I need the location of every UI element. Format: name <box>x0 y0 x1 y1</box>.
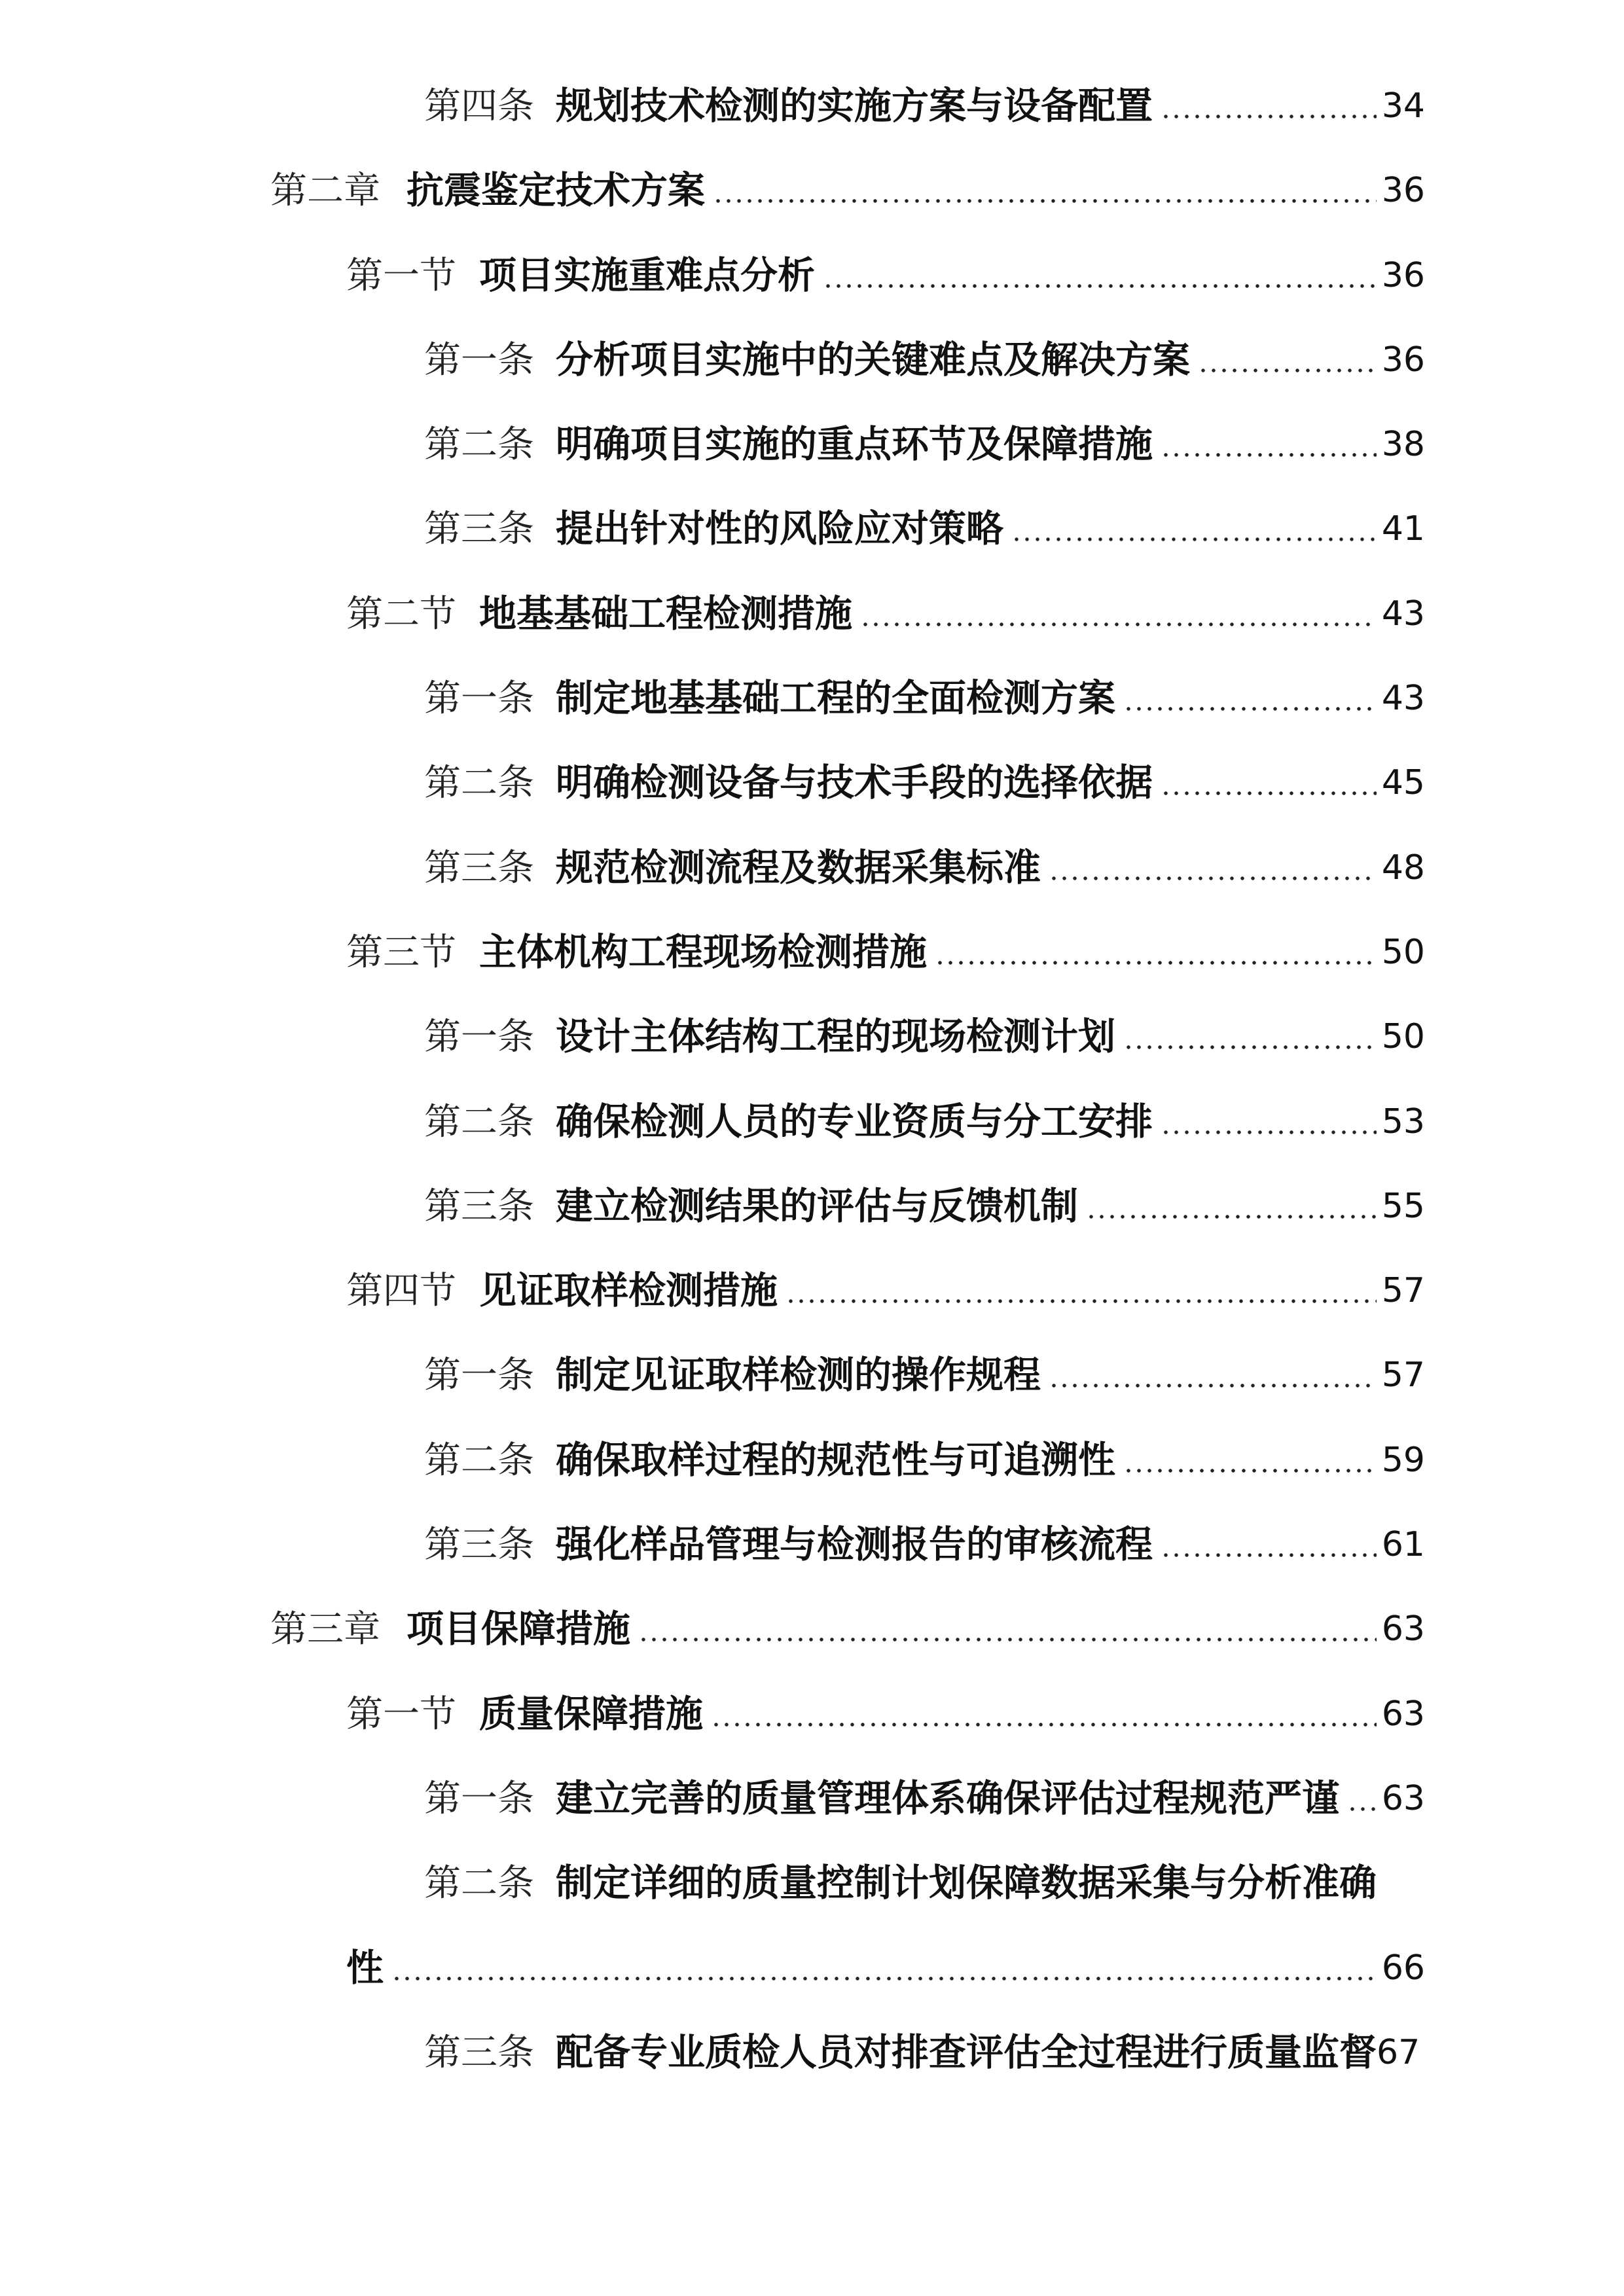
dot-leader <box>1161 403 1377 487</box>
toc-entry-page: 50 <box>1381 932 1425 972</box>
dot-leader <box>785 1249 1377 1333</box>
dot-leader <box>823 234 1377 318</box>
toc-chapter <box>0 1587 1425 1672</box>
dot-leader <box>1161 741 1377 825</box>
toc-entry-label: 第三节 <box>346 931 456 974</box>
toc-entry-page: 38 <box>1381 425 1425 465</box>
toc-entry-label: 第一条 <box>424 1354 534 1397</box>
toc-entry-title: 分析项目实施中的关键难点及解决方案 <box>556 338 1190 382</box>
toc-entry-title: 地基基础工程检测措施 <box>479 592 852 636</box>
toc-entry-page: 63 <box>1381 1609 1425 1649</box>
toc-entry-title: 配备专业质检人员对排查评估全过程进行质量监督 <box>556 2030 1377 2074</box>
toc-article <box>0 318 1425 403</box>
toc-entry-label: 第二条 <box>424 1862 534 1905</box>
toc-entry-title-continuation: 性 <box>346 1946 384 1990</box>
toc-article <box>0 2011 1425 2095</box>
dot-leader <box>1198 318 1377 403</box>
toc-entry-page: 36 <box>1381 255 1425 295</box>
toc-entry-title: 制定地基基础工程的全面检测方案 <box>556 677 1115 721</box>
toc-entry-title: 提出针对性的风险应对策略 <box>556 507 1003 551</box>
toc-entry-label: 第三条 <box>424 1524 534 1567</box>
toc-entry-label: 第二条 <box>424 1100 534 1143</box>
toc-entry-page: 41 <box>1381 509 1425 549</box>
toc-entry-label: 第四节 <box>346 1270 456 1313</box>
toc-entry-page: 48 <box>1381 848 1425 888</box>
toc-entry-title: 制定详细的质量控制计划保障数据采集与分析准确 <box>556 1861 1377 1905</box>
toc-entry-page: 36 <box>1381 171 1425 211</box>
toc-entry-label: 第三条 <box>424 508 534 551</box>
toc-article <box>0 487 1425 571</box>
toc-section <box>0 572 1425 656</box>
toc-entry-page: 59 <box>1381 1440 1425 1480</box>
toc-entry-page: 66 <box>1381 1948 1425 1988</box>
toc-entry-page: 53 <box>1381 1102 1425 1141</box>
toc-article <box>0 64 1425 149</box>
toc-entry-label: 第四条 <box>424 85 534 128</box>
dot-leader <box>1086 1164 1377 1249</box>
toc-entry-title: 建立完善的质量管理体系确保评估过程规范严谨 <box>556 1776 1339 1820</box>
toc-chapter <box>0 149 1425 233</box>
toc-entry-page: 55 <box>1381 1186 1425 1226</box>
table-of-contents <box>0 64 1425 2095</box>
toc-entry-page: 36 <box>1381 340 1425 380</box>
toc-article-continuation <box>0 1926 1425 2011</box>
toc-entry-label: 第三条 <box>424 1185 534 1228</box>
toc-entry-label: 第二条 <box>424 423 534 467</box>
dot-leader <box>1123 1418 1377 1503</box>
toc-entry-page: 57 <box>1381 1355 1425 1395</box>
toc-entry-page: 45 <box>1381 763 1425 803</box>
toc-entry-label: 第二条 <box>424 1439 534 1482</box>
toc-entry-title: 确保取样过程的规范性与可追溯性 <box>556 1438 1115 1482</box>
toc-entry-page: 34 <box>1381 86 1425 126</box>
dot-leader <box>713 149 1377 233</box>
toc-entry-title: 质量保障措施 <box>479 1692 703 1736</box>
toc-article <box>0 1418 1425 1503</box>
toc-entry-label: 第三条 <box>424 2031 534 2074</box>
dot-leader <box>935 910 1377 995</box>
toc-article <box>0 656 1425 741</box>
toc-entry-title: 确保检测人员的专业资质与分工安排 <box>556 1100 1153 1143</box>
dot-leader <box>1049 1333 1377 1418</box>
toc-article <box>0 403 1425 487</box>
toc-entry-title: 抗震鉴定技术方案 <box>406 169 705 213</box>
toc-entry-page: 63 <box>1381 1778 1425 1818</box>
toc-article <box>0 995 1425 1079</box>
toc-entry-title: 建立检测结果的评估与反馈机制 <box>556 1184 1078 1228</box>
toc-article <box>0 1841 1425 1926</box>
toc-entry-title: 明确检测设备与技术手段的选择依据 <box>556 761 1153 805</box>
toc-entry-page: 43 <box>1381 679 1425 719</box>
toc-section <box>0 910 1425 995</box>
toc-section <box>0 1672 1425 1757</box>
toc-entry-title: 明确项目实施的重点环节及保障措施 <box>556 423 1153 467</box>
toc-entry-label: 第二节 <box>346 592 456 636</box>
toc-section <box>0 234 1425 318</box>
toc-entry-label: 第二条 <box>424 762 534 805</box>
toc-article <box>0 1503 1425 1587</box>
toc-entry-page: 43 <box>1381 594 1425 634</box>
toc-entry-title: 项目实施重难点分析 <box>479 253 815 297</box>
toc-entry-title: 制定见证取样检测的操作规程 <box>556 1354 1041 1397</box>
dot-leader <box>1161 64 1377 149</box>
dot-leader <box>391 1926 1377 2011</box>
toc-entry-label: 第一节 <box>346 1693 456 1736</box>
dot-leader <box>1011 487 1377 571</box>
toc-entry-label: 第一条 <box>424 1777 534 1820</box>
toc-entry-title: 项目保障措施 <box>406 1607 630 1651</box>
toc-entry-page: 61 <box>1381 1525 1425 1565</box>
dot-leader <box>1049 826 1377 910</box>
dot-leader <box>638 1587 1377 1672</box>
toc-entry-label: 第三条 <box>424 846 534 889</box>
toc-entry-title: 见证取样检测措施 <box>479 1269 778 1313</box>
toc-article <box>0 1080 1425 1164</box>
dot-leader <box>1347 1757 1377 1841</box>
toc-entry-title: 规范检测流程及数据采集标准 <box>556 846 1041 889</box>
toc-entry-label: 第二章 <box>270 170 380 213</box>
toc-entry-label: 第三章 <box>270 1608 380 1651</box>
toc-entry-title: 设计主体结构工程的现场检测计划 <box>556 1015 1115 1059</box>
dot-leader <box>1161 1080 1377 1164</box>
dot-leader <box>860 572 1377 656</box>
dot-leader <box>711 1672 1377 1757</box>
toc-article <box>0 1333 1425 1418</box>
toc-entry-title: 强化样品管理与检测报告的审核流程 <box>556 1523 1153 1567</box>
toc-entry-title: 规划技术检测的实施方案与设备配置 <box>556 84 1153 128</box>
toc-section <box>0 1249 1425 1333</box>
dot-leader <box>1161 1503 1377 1587</box>
toc-entry-label: 第一条 <box>424 1016 534 1059</box>
toc-entry-label: 第一节 <box>346 254 456 297</box>
toc-entry-page: 67 <box>1377 2032 1420 2072</box>
toc-entry-label: 第一条 <box>424 677 534 721</box>
toc-article <box>0 1757 1425 1841</box>
toc-article <box>0 826 1425 910</box>
toc-entry-page: 57 <box>1381 1271 1425 1311</box>
toc-entry-page: 50 <box>1381 1017 1425 1057</box>
toc-entry-label: 第一条 <box>424 338 534 382</box>
toc-article <box>0 1164 1425 1249</box>
dot-leader <box>1123 656 1377 741</box>
dot-leader <box>1123 995 1377 1079</box>
toc-article <box>0 741 1425 825</box>
toc-entry-title: 主体机构工程现场检测措施 <box>479 930 927 974</box>
toc-entry-page: 63 <box>1381 1694 1425 1734</box>
